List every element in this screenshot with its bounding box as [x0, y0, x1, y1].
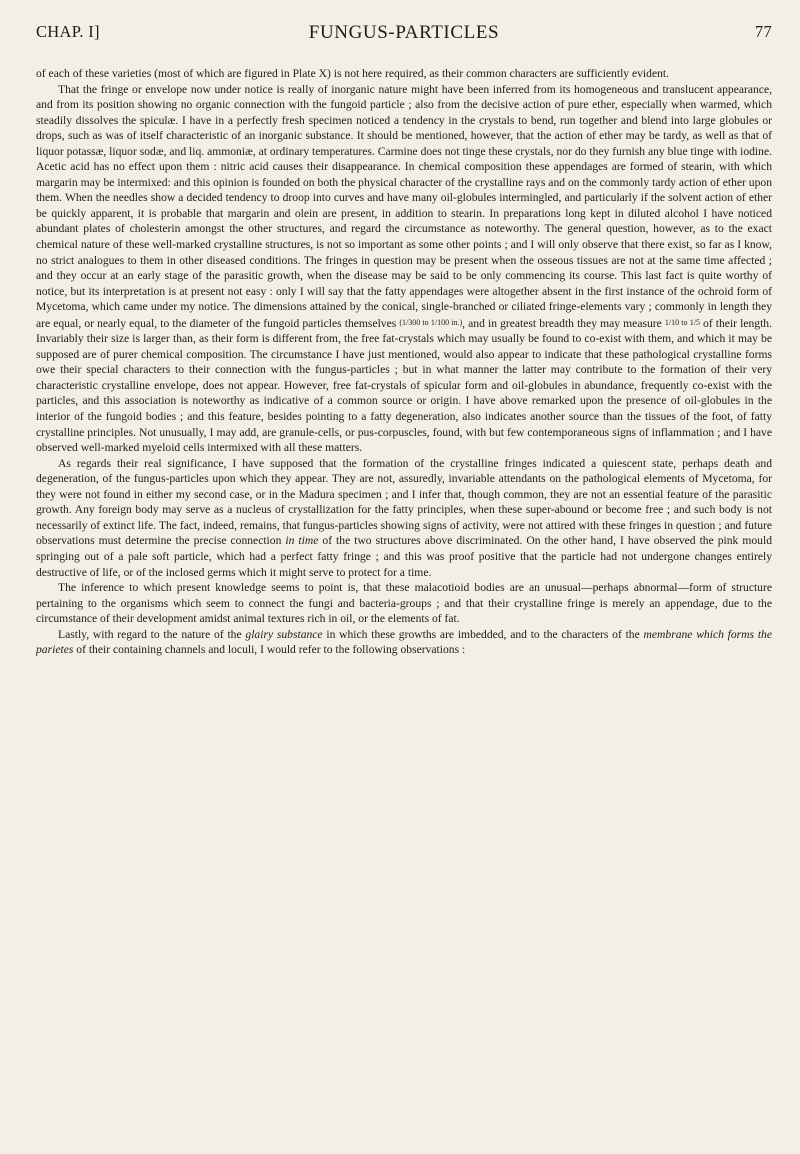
paragraph-text: of their containing channels and loculi, I would refer to the following observations : [76, 643, 466, 657]
paragraph [36, 456, 772, 580]
paragraph-text: , and in greatest breadth they may measure [462, 316, 662, 330]
body-text [36, 66, 772, 658]
paragraph-text: of their length. Invariably their size is larger than, as their form is different from, the free fat-crystals which may usually be found to co-exist with them, and which it may be supposed are of purer chemical composition. The circumstance I have just mentioned, would also appear to indicate that these pathological crystalline forms owe their special characters to their connection with the fungus-particles ; but in what manner the latter may contribute to the formation of their very characteristic crystalline envelope, does not appear. However, free fat-crystals of spicular form and oil-globules in abundance, frequently co-exist with the particles, and this association is noteworthy as indicative of a common source or origin. I have above remarked upon the presence of oil-globules in the interior of the fungoid bodies ; and this feature, besides pointing to a fatty degeneration, also indicates another source than the tissues of the foot, of fatty crystalline principles. Not unusually, I may add, are granule-cells, or pus-corpuscles, found, with but few contemporaneous signs of inflammation ; and I have observed well-marked myeloid cells intermixed with all these matters. [36, 316, 773, 455]
italic-phrase: membrane which forms the parietes [36, 627, 772, 657]
paragraph-text: Lastly, with regard to the nature of the [58, 627, 242, 641]
italic-phrase: glairy substance [245, 627, 323, 641]
paragraph [36, 66, 772, 82]
paragraph-text: That the fringe or envelope now under notice is really of inorganic nature might have been inferred from its homogeneous and translucent appearance, and from its position showing no organic connection with the fungoid particle ; also from the decisive action of pure ether, especially when warmed, which steadily dissolves the spiculæ. I have in a perfectly fresh specimen noticed a tendency in the crystals to bend, run together and blend into large globules or drops, such as was of itself characteristic of an inorganic substance. It should be mentioned, however, that the action of ether may be tardy, as well as that of liquor potassæ, liquor sodæ, and liq. ammoniæ, at ordinary temperatures. Carmine does not tinge these crystals, nor do they furnish any blue tinge with iodine. Acetic acid has no effect upon them : nitric acid causes their disappearance. In chemical composition these appendages are formed of stearin, with which margarin may be intermixed: and this opinion is founded on both the physical character of the crystalline rays and on the commonly tardy action of ether upon them. When the needles show a decided tendency to droop into curves and have many oil-globules intermingled, and particularly if the solvent action of ether be quickly apparent, it is probable that margarin and olein are present, in addition to stearin. In preparations long kept in diluted alcohol I have noticed abundant plates of cholesterin amongst the other structures, and regard the circumstance as noteworthy. The general question, however, as to the exact chemical nature of these well-marked crystalline structures, is not so important as some other points ; and I will only observe that there exist, so far as I know, no strict analogues to them in other diseased conditions. The fringes in question may be present when the osseous tissues are not at the same time affected ; and they occur at an early stage of the parasitic growth, when the disease may be said to be only commencing its course. This last fact is quite worthy of notice, but its interpretation is at present not easy : only I will say that the fatty appendages were altogether absent in the first instance of the ochroid form of Mycetoma, which came under my notice. The dimensions attained by the conical, single-branched or ciliated fringe-elements vary ; commonly in length they are equal, or nearly equal, to the diameter of the fungoid particles themselves [36, 82, 772, 330]
italic-phrase: in time [285, 534, 319, 548]
paragraph-text: of each of these varieties (most of which are figured in Plate X) is not here required, as their common characters are sufficiently evident. [36, 67, 670, 80]
paragraph [36, 82, 772, 456]
fraction-range: 1/10 to 1/5 [664, 317, 700, 327]
paragraph [36, 580, 772, 627]
fraction-range: (1/300 to 1/100 in.) [399, 317, 463, 327]
paragraph [36, 627, 772, 658]
chapter-marker: CHAP. I] [36, 22, 100, 41]
page-title: FUNGUS-PARTICLES [308, 22, 500, 43]
book-page [36, 22, 772, 658]
paragraph-text: in which these growths are imbedded, and to the characters of the [326, 627, 640, 641]
paragraph-text: of the two structures above discriminated. On the other hand, I have observed the pink mould springing out of a pale soft particle, which had a perfect fatty fringe ; and this was proof positive that the particle had not undergone changes entirely destructive of life, or of the inclosed germs which it might serve to protect for a time. [36, 534, 772, 579]
paragraph-text: The inference to which present knowledge seems to point is, that these malacotioid bodies are an unusual—perhaps abnormal—form of structure pertaining to the organisms which seem to connect the fungi and bacteria-groups ; and that their crystalline fringe is merely an appendage, due to the circumstance of their development amidst animal textures rich in oil, or the elements of fat. [36, 581, 772, 626]
running-head [36, 22, 772, 48]
page-number: 77 [754, 22, 772, 41]
paragraph-text: As regards their real significance, I have supposed that the formation of the crystalline fringes indicated a quiescent state, perhaps death and degeneration, of the fungus-particles upon which they appear. They are not, assuredly, invariable attendants on the pathological elements of Mycetoma, for they were not found in either my second case, or in the Madura specimen ; and I infer that, though common, they are not an essential feature of the parasitic growth. Any foreign body may serve as a nucleus of crystallization for the fatty principles, when these super-abound or become free ; and such body is not necessarily of extinct life. The fact, indeed, remains, that fungus-particles showing signs of activity, were not attired with these fringes in question ; and future observations must determine the precise connection [36, 456, 772, 548]
